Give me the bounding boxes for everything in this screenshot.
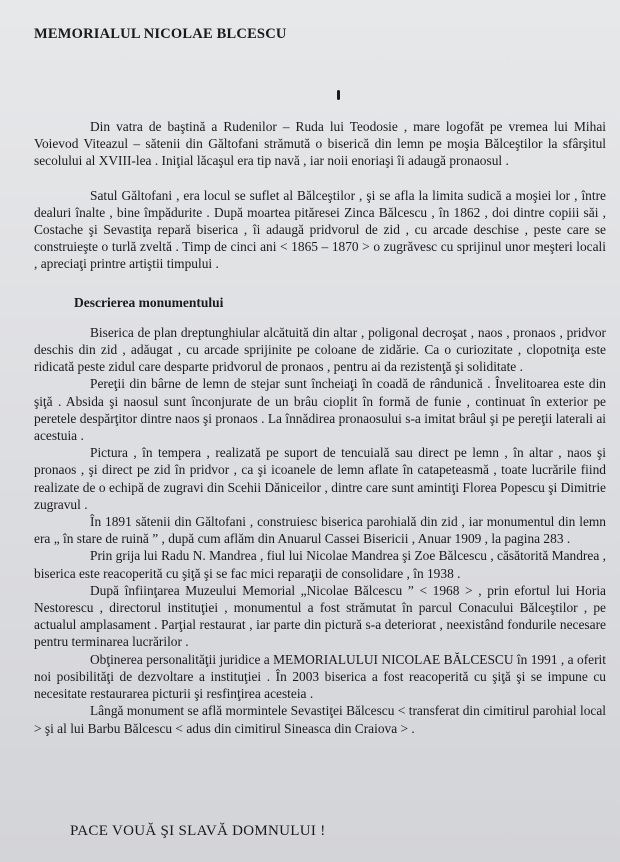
ink-mark [337, 90, 340, 100]
paragraph-museum: După înfiinţarea Muzeului Memorial „Nicolae Bălcescu ” < 1968 > , prin efortul lui Horia Nestorescu , directorul instituţiei , monumentul a fost strămutat în parcul Conacului Bălceştilor , pe actualul amplasament . Parţial restaurat , iar parte din pictură s-a deteriorat , neexistând fondurile necesare pentru terminarea lucrărilor . [34, 582, 606, 650]
paragraph-walls: Pereţii din bârne de lemn de stejar sunt încheiaţi în coadă de rândunică . Învelitoarea este din şiţă . Absida şi naosul sunt înconjurate de un brâu cioplit în formă de funie , continuat în exterior pe peretele despărţitor dintre naos şi pronaos . La înnădirea pronaosului s-a imitat brâul şi pe pereţii laterali ai acestuia . [34, 376, 606, 444]
closing-line: PACE VOUĂ ŞI SLAVĂ DOMNULUI ! [70, 823, 326, 839]
paragraph-origin: Din vatra de baştină a Rudenilor – Ruda lui Teodosie , mare logofăt pe vremea lui Mihai Voievod Viteazul – sătenii din Găltofani strămută o biserică din lemn pe moşia Bălceştilor la sfârşitul secolului al XVIII-lea . Iniţial lăcaşul era tip navă , iar noii enoriaşi îi adaugă pronaosul . [34, 119, 606, 169]
section-heading: Descrierea monumentului [74, 294, 224, 310]
paragraph-painting: Pictura , în tempera , realizată pe suport de tencuială sau direct pe lemn , în altar , naos şi pronaos , şi direct pe zid în pridvor , ca şi icoanele de lemn aflate în catapeteasmă , toate lucrările fiind realizate de o echipă de zugravi din Scehii Dăniceilor , dintre care sunt amintiţi Florea Popescu şi Dimitrie zugravul . [34, 445, 606, 512]
paragraph-memorial: Obţinerea personalităţii juridice a MEMORIALULUI NICOLAE BĂLCESCU în 1991 , a oferit noi posibilităţi de dezvoltare a instituţiei . În 2003 biserica a fost reacoperită cu şiţă şi se impune cu necesitate restaurarea picturii şi resfinţirea acesteia . [34, 651, 606, 702]
paragraph-galtofani: Satul Găltofani , era locul se suflet al Bălceştilor , şi se afla la limita sudică a moşiei lor , între dealuri înalte , bine împădurite . După moartea pităresei Zinca Bălcescu , în 1862 , doi dintre copiii săi , Costache şi Sevastiţa repară biserica , îi adaugă pridvorul de zid , cu arcade deschise , peste care se construieşte o turlă zveltă . Timp de cinci ani < 1865 – 1870 > o zugrăvesc cu sprijinul unor meşteri locali , apreciaţi printre artiştii timpului . [34, 187, 606, 272]
document-body [34, 118, 606, 737]
paragraph-plan: Biserica de plan dreptunghiular alcătuită din altar , poligonal decroşat , naos , pronaos , pridvor deschis din zid , adăugat , cu arcade sprijinite pe coloane de zidărie. Ca o curiozitate , clopotniţa este ridicată peste zidul care desparte pridvorul de pronaos , pentru ai da rezistenţă şi soliditate . [34, 324, 606, 375]
paragraph-graves: Lângă monument se află mormintele Sevastiţei Bălcescu < transferat din cimitirul parohial local > şi al lui Barbu Bălcescu < adus din cimitirul Sineasca din Craiova > . [34, 703, 606, 736]
paragraph-1891: În 1891 sătenii din Găltofani , construiesc biserica parohială din zid , iar monumentul din lemn era „ în stare de ruină ” , după cum aflăm din Anuarul Cassei Bisericii , Anuar 1909 , la pagina 283 . [34, 514, 606, 547]
paragraph-mandrea: Prin grija lui Radu N. Mandrea , fiul lui Nicolae Mandrea şi Zoe Bălcescu , căsătorită Mandrea , biserica este reacoperită cu şiţă şi se fac mici reparaţii de consolidare , în 1938 . [34, 548, 606, 581]
document-title: MEMORIALUL NICOLAE BLCESCU [34, 26, 287, 42]
